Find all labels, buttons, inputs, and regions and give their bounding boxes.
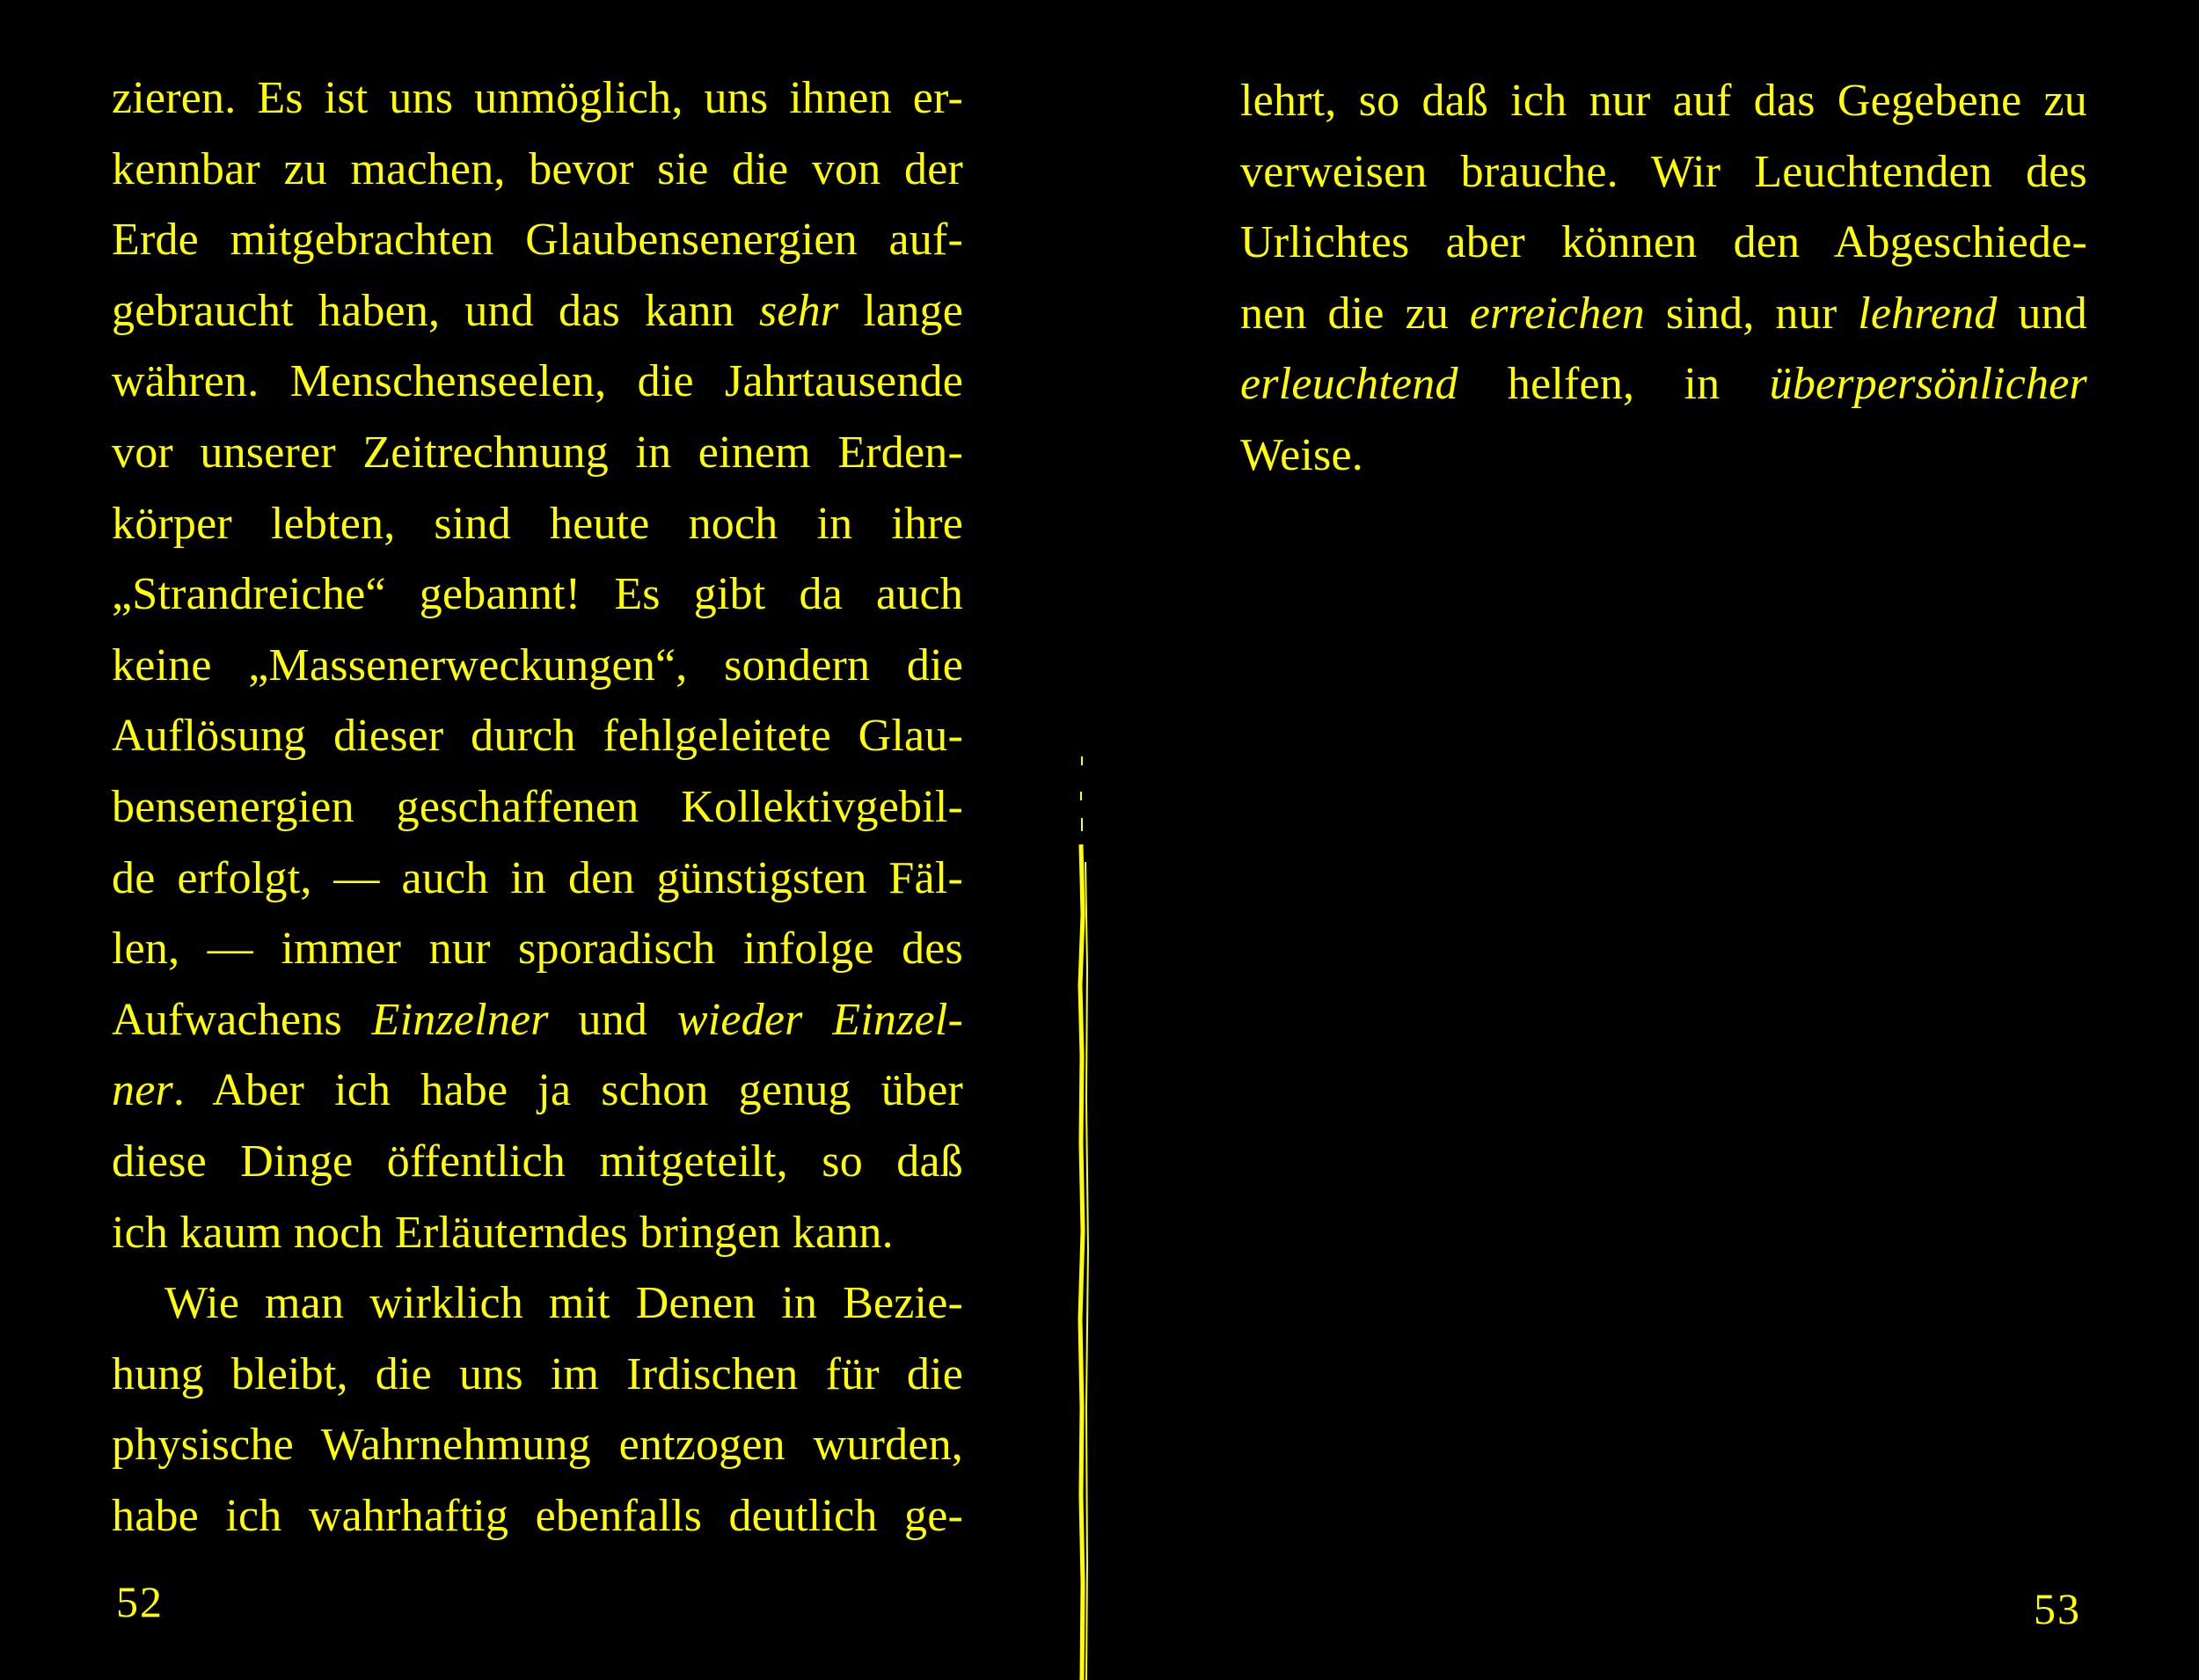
text-segment: hung bleibt, die uns im Irdischen für die: [112, 1348, 963, 1399]
italic-text: wieder Einzel-: [676, 994, 964, 1045]
text-segment: de erfolgt, — auch in den günstigsten Fäl-: [112, 852, 963, 903]
italic-text: ner: [112, 1065, 173, 1116]
text-line: [112, 914, 963, 985]
text-segment: habe ich wahrhaftig ebenfalls deutlich ge-: [112, 1490, 963, 1541]
text-segment: kennbar zu machen, bevor sie die von der: [112, 143, 963, 194]
right-page-text: [1240, 66, 2087, 492]
text-line: [112, 1055, 963, 1127]
italic-text: Einzelner: [371, 994, 549, 1045]
text-line: [112, 701, 963, 772]
italic-text: lehrend: [1858, 288, 1998, 339]
italic-text: erreichen: [1469, 288, 1646, 339]
text-line: [112, 1481, 963, 1552]
gutter-crease-dots: [1081, 756, 1082, 831]
text-line: [112, 1268, 963, 1340]
text-line: [112, 985, 963, 1056]
italic-text: erleuchtend: [1240, 359, 1458, 410]
text-line: [1240, 349, 2087, 420]
text-line: [112, 1410, 963, 1481]
text-segment: Urlichtes aber können den Abgeschiede-: [1240, 217, 2087, 268]
text-line: [112, 205, 963, 276]
text-line: [112, 135, 963, 206]
text-segment: keine „Massenerweckungen“, sondern die: [112, 639, 963, 690]
gutter-crease-line: [1080, 844, 1083, 1680]
page-number-left: 52: [116, 1577, 164, 1626]
text-line: [1240, 420, 2087, 492]
text-segment: Auflösung dieser durch fehlgeleitete Glau-: [112, 711, 963, 762]
text-segment: währen. Menschenseelen, die Jahrtausende: [112, 356, 963, 407]
text-segment: zieren. Es ist uns unmöglich, uns ihnen er-: [112, 73, 963, 123]
text-line: [112, 772, 963, 844]
text-line: [112, 844, 963, 915]
text-segment: gebraucht haben, und das kann: [112, 285, 759, 336]
gutter-crease-shadow: [1085, 862, 1088, 1680]
text-segment: körper lebten, sind heute noch in ihre: [112, 498, 963, 549]
text-line: [112, 1340, 963, 1411]
text-segment: . Aber ich habe ja schon genug über: [172, 1065, 963, 1116]
text-segment: „Strandreiche“ gebannt! Es gibt da auch: [112, 569, 963, 620]
text-segment: physische Wahrnehmung entzogen wurden,: [112, 1420, 963, 1471]
text-line: [1240, 66, 2087, 137]
text-segment: helfen, in: [1457, 359, 1770, 410]
text-line: [112, 347, 963, 418]
text-segment: lehrt, so daß ich nur auf das Gegebene zu: [1240, 76, 2087, 126]
text-line: [112, 276, 963, 347]
right-page: [1091, 0, 2199, 1680]
text-segment: Erde mitgebrachten Glaubensenergien auf-: [112, 215, 963, 266]
text-segment: Wie man wirklich mit Denen in Bezie-: [164, 1278, 963, 1329]
text-line: [112, 63, 963, 135]
text-line: [112, 1127, 963, 1198]
text-segment: sind, nur: [1645, 288, 1859, 339]
text-segment: Weise.: [1240, 429, 1363, 480]
page-number-right: 53: [2034, 1584, 2081, 1633]
text-line: [112, 489, 963, 560]
text-segment: bensenergien geschaffenen Kollektivgebil-: [112, 781, 963, 832]
italic-text: überpersönlicher: [1769, 359, 2087, 410]
text-line: [1240, 208, 2087, 279]
text-segment: len, — immer nur sporadisch infolge des: [112, 924, 963, 975]
text-segment: und: [548, 994, 677, 1045]
text-segment: ich kaum noch Erläuterndes bringen kann.: [112, 1207, 894, 1258]
left-page: [0, 0, 1082, 1680]
text-line: [112, 418, 963, 489]
text-line: [112, 631, 963, 702]
text-segment: und: [1997, 288, 2088, 339]
text-segment: lange: [838, 285, 963, 336]
text-segment: verweisen brauche. Wir Leuchtenden des: [1240, 146, 2087, 197]
italic-text: sehr: [758, 285, 839, 336]
left-page-text: [112, 63, 963, 1552]
text-line: [112, 559, 963, 631]
text-line: [1240, 279, 2087, 350]
text-segment: vor unserer Zeitrechnung in einem Erden-: [112, 427, 963, 478]
text-segment: Aufwachens: [112, 994, 372, 1045]
text-line: [1240, 137, 2087, 208]
text-segment: nen die zu: [1240, 288, 1470, 339]
text-segment: diese Dinge öffentlich mitgeteilt, so daß: [112, 1136, 963, 1187]
text-line: [112, 1198, 963, 1269]
